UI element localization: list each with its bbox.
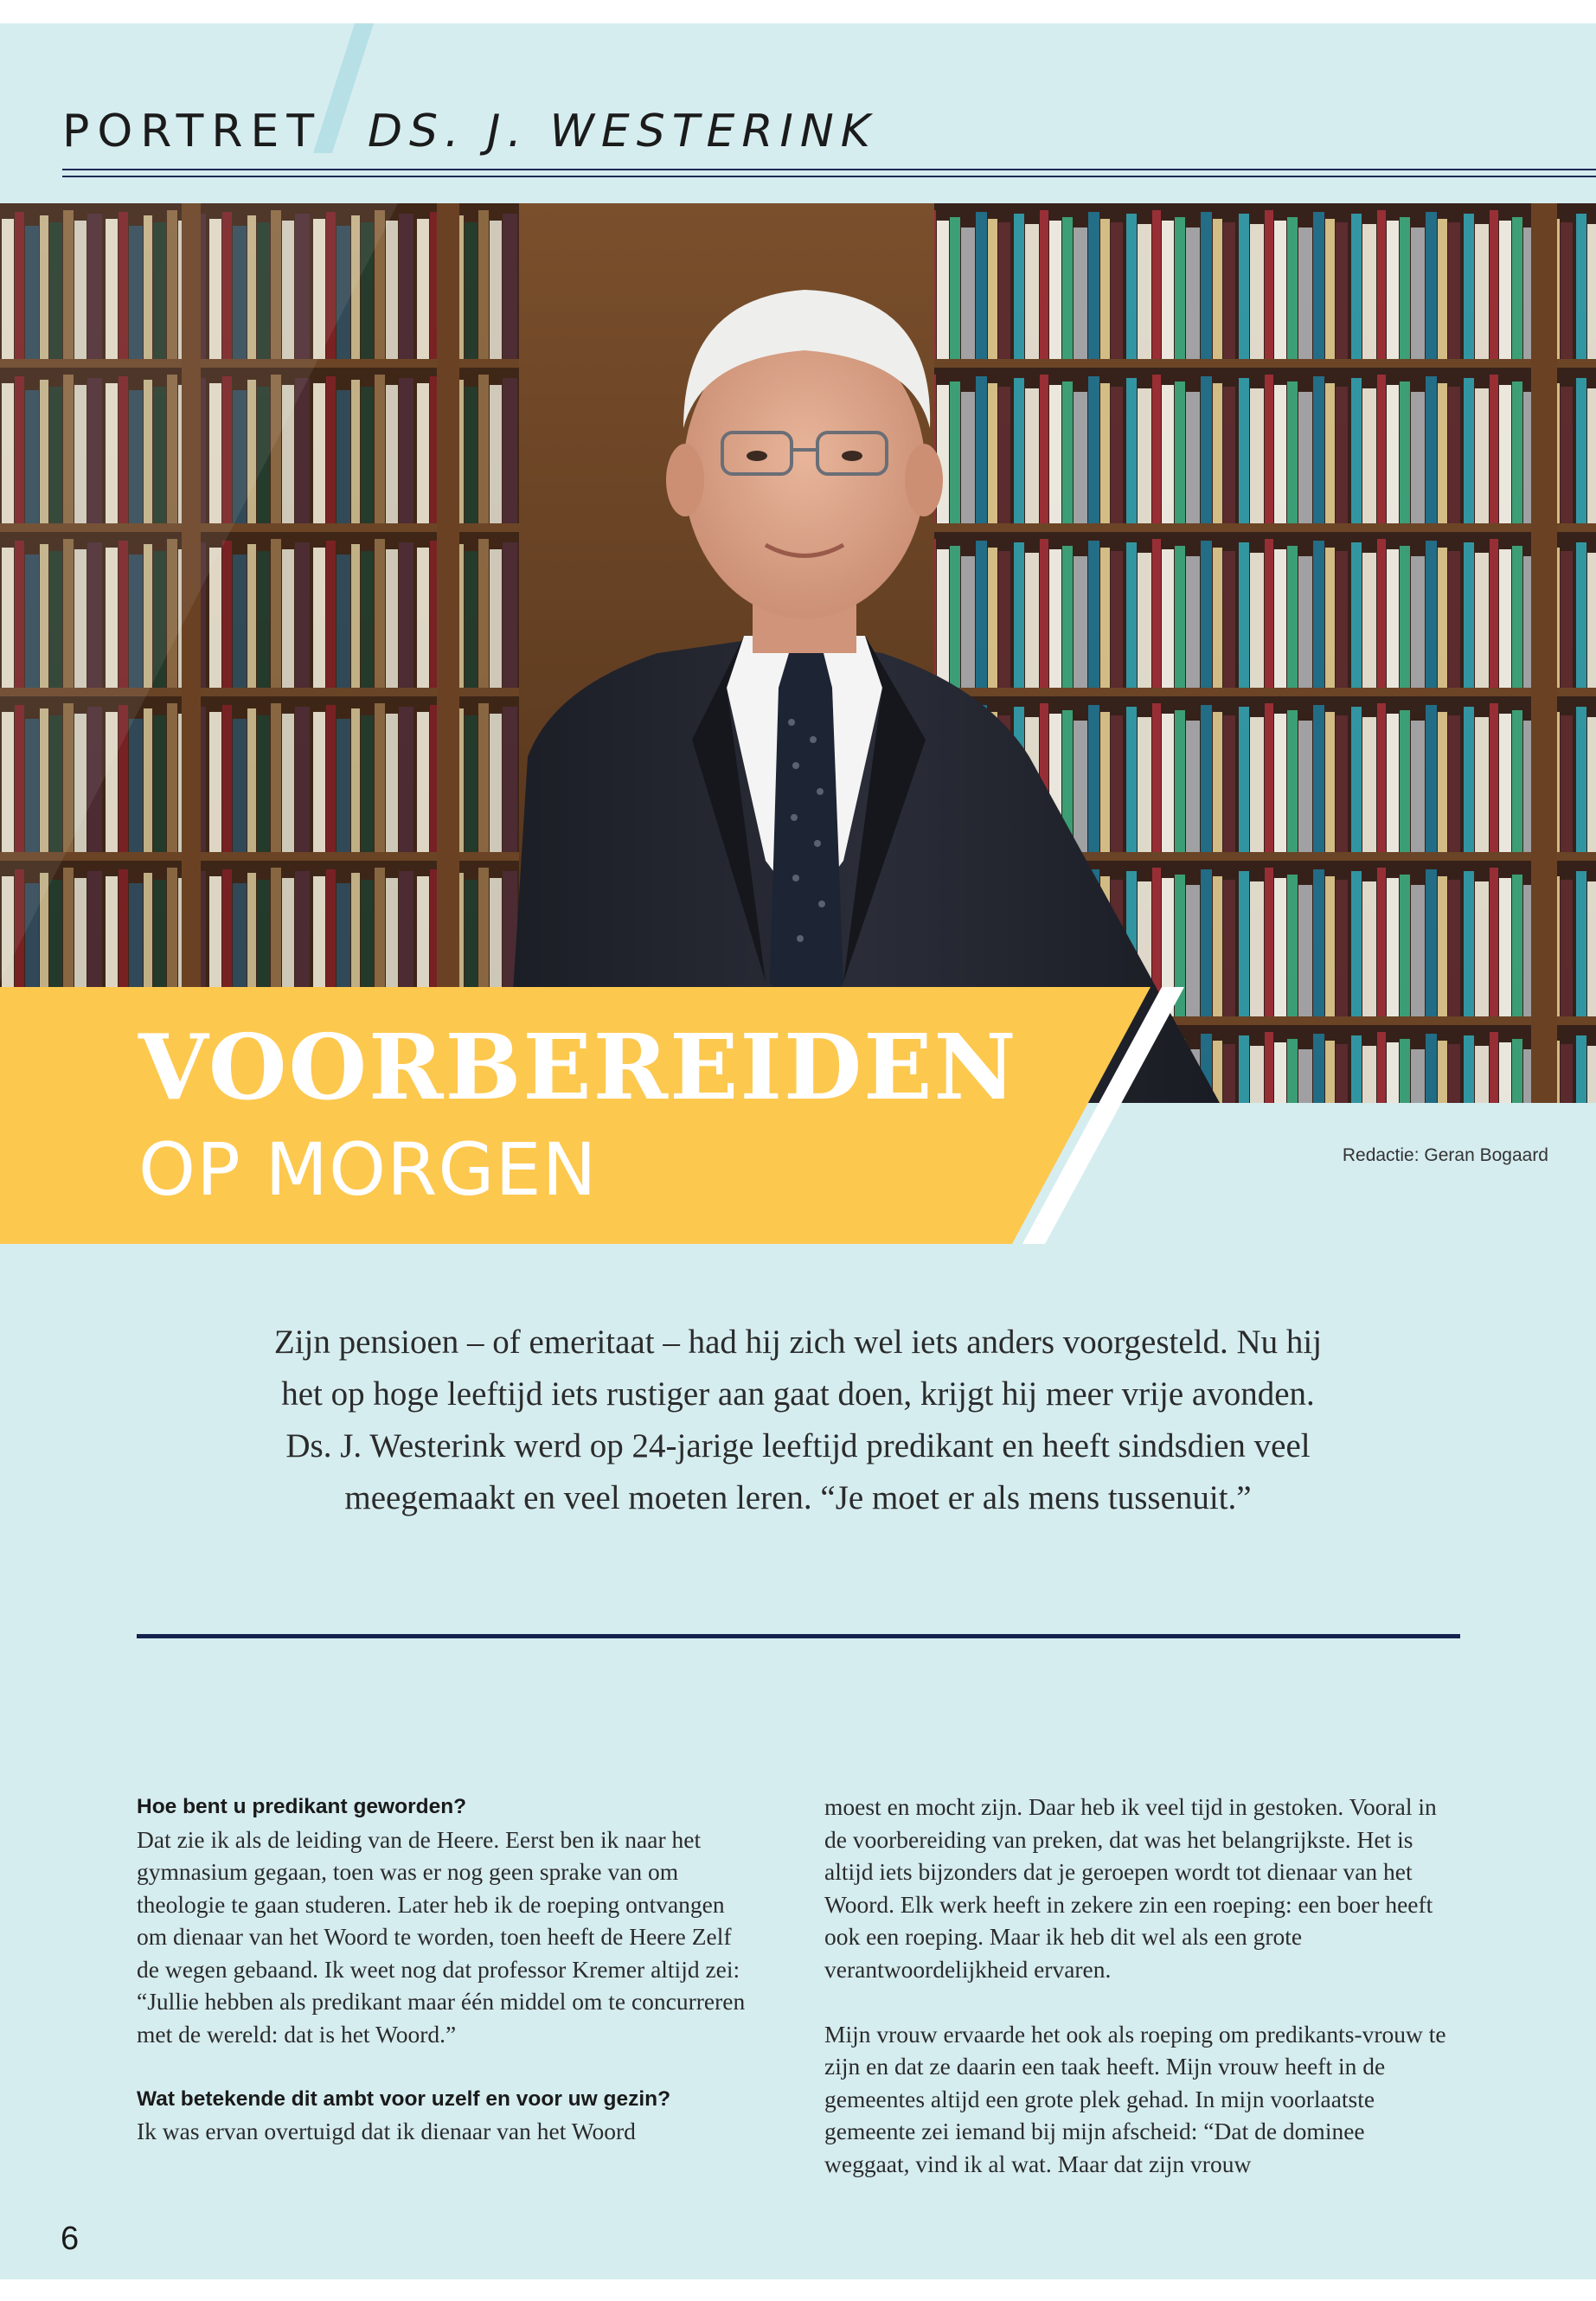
editor-credit: Redactie: Geran Bogaard <box>1342 1145 1548 1165</box>
section-label: PORTRET <box>62 106 323 157</box>
portrait-photo <box>0 203 1596 1103</box>
interview-question: Wat betekende dit ambt voor uzelf en voor uw gezin? <box>137 2086 671 2111</box>
interview-answer: Dat zie ik als de leiding van de Heere. Eerst ben ik naar het gymnasium gegaan, toen was er nog geen sprake van om theologie te gaan studeren. Later heb ik de roeping ontvangen om dienaar van het Woord te worden, toen heeft de Heere Zelf de wegen gebaand. Ik weet nog dat professor Kremer altijd zei: “Jullie hebben als predikant maar één middel om te concurreren met de wereld: dat is het Woord.” <box>137 1825 746 2048</box>
header-slash-decoration <box>313 23 374 153</box>
interview-answer: Ik was ervan overtuigd dat ik dienaar van het Woord <box>137 2118 636 2144</box>
page-number: 6 <box>61 2221 80 2257</box>
article-column-right <box>824 1791 1447 2180</box>
header-rule <box>62 169 1596 170</box>
portrait-subject-name: DS. J. WESTERINK <box>368 106 877 157</box>
article-subtitle: OP MORGEN <box>138 1127 598 1212</box>
intro-divider <box>137 1634 1460 1638</box>
intro-paragraph: Zijn pensioen – of emeritaat – had hij zich wel iets anders voorgesteld. Nu hij het op hoge leeftijd iets rustiger aan gaat doen, krijgt hij meer vrije avonden. Ds. J. Westerink werd op 24-jarige leeftijd predikant en heeft sindsdien veel meegemaakt en veel moeten leren. “Je moet er als mens tussenuit.” <box>273 1324 1323 1516</box>
magazine-page <box>0 23 1596 2279</box>
article-title: VOORBEREIDEN <box>138 1014 1018 1120</box>
header-rule <box>62 176 1596 177</box>
interview-question: Hoe bent u predikant geworden? <box>137 1795 467 1818</box>
interview-answer: Mijn vrouw ervaarde het ook als roeping om predikants-vrouw te zijn en dat ze daarin een taak heeft. Mijn vrouw heeft in de gemeentes altijd een grote plek gehad. In mijn voorlaatste gemeente zei iemand bij mijn afscheid: “Dat de dominee weggaat, vind ik al wat. Maar dat zijn vrouw <box>824 2020 1446 2177</box>
article-column-left <box>137 1791 760 2148</box>
interview-answer: moest en mocht zijn. Daar heb ik veel tijd in gestoken. Vooral in de voorbereiding van preken, dat was het belangrijkste. Het is altijd iets bijzonders dat je geroepen wordt tot dienaar van het Woord. Elk werk heeft in zekere zin een roeping: een boer heeft ook een roeping. Maar ik heb dit wel als een grote verantwoordelijkheid ervaren. <box>824 1793 1437 1983</box>
